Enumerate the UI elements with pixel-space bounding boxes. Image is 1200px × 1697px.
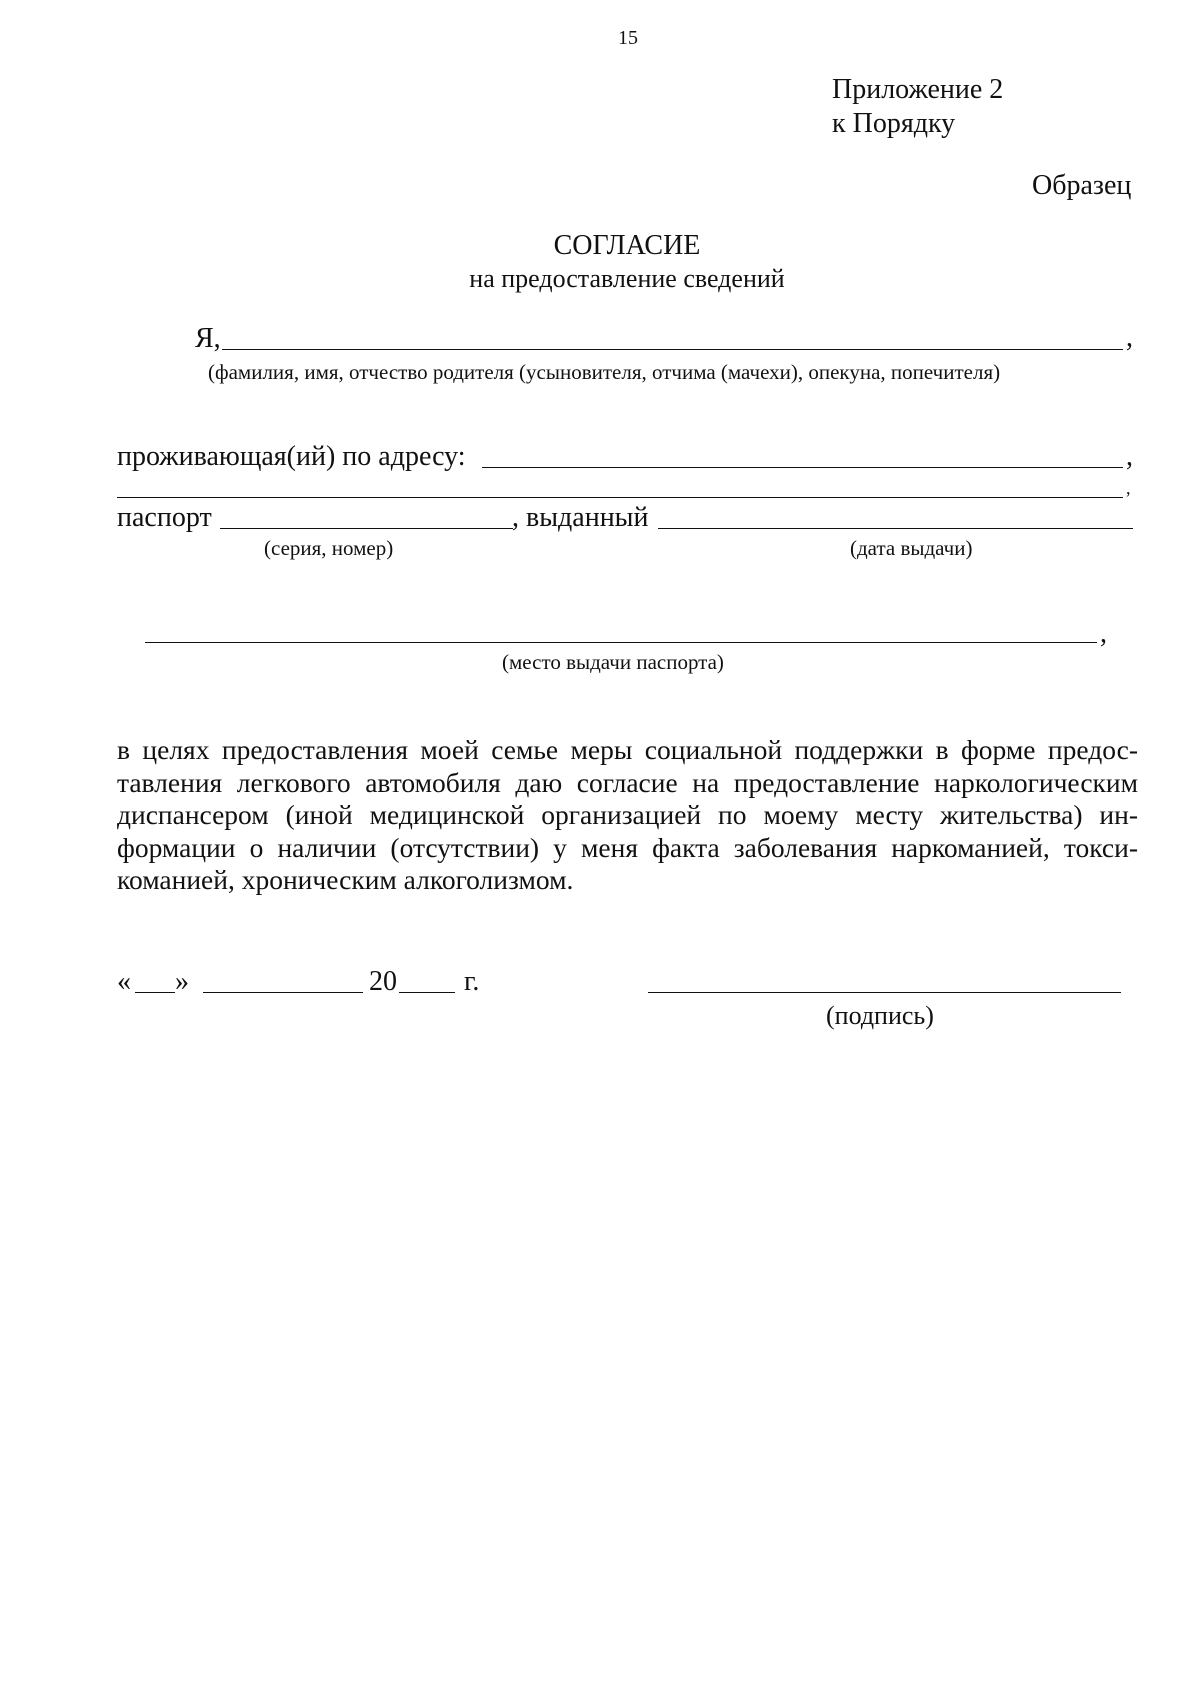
passport-issued-label: , выданный xyxy=(512,502,649,533)
place-caption: (место выдачи паспорта) xyxy=(502,650,724,674)
passport-series-caption: (серия, номер) xyxy=(264,536,394,560)
address-field[interactable] xyxy=(482,467,1123,468)
consent-line: команией, хроническим алкоголизмом. xyxy=(117,864,574,895)
name-caption: (фамилия, имя, отчество родителя (усыновителя, отчима (мачехи), опекуна, попечителя) xyxy=(208,360,1001,384)
sample-label: Образец xyxy=(1032,170,1132,201)
consent-line: формации о наличии (отсутствии) у меня факта заболевания наркоманией, токси- xyxy=(117,831,1138,863)
address-comma: , xyxy=(1126,441,1133,472)
name-comma: , xyxy=(1126,322,1133,353)
date-year-suffix: г. xyxy=(464,966,480,997)
name-prefix: Я, xyxy=(195,323,221,354)
consent-line: в целях предоставления моей семье меры социальной поддержки в форме предос- xyxy=(117,734,1138,765)
address-label: проживающая(ий) по адресу: xyxy=(117,441,466,472)
date-day-field[interactable] xyxy=(135,992,175,993)
document-subtitle: на предоставление сведений xyxy=(469,264,785,293)
passport-date-field[interactable] xyxy=(658,528,1133,529)
date-open-quote: « xyxy=(117,966,131,997)
date-month-field[interactable] xyxy=(203,992,363,993)
appendix-line-1: Приложение 2 xyxy=(832,74,1004,105)
document-title: СОГЛАСИЕ xyxy=(553,230,701,261)
passport-label: паспорт xyxy=(117,502,212,533)
passport-series-field[interactable] xyxy=(220,528,513,529)
address-comma-2: , xyxy=(1126,478,1131,498)
consent-line: диспансером (иной медицинской организацией по моему месту жительства) ин- xyxy=(117,799,1138,830)
consent-paragraph xyxy=(117,734,1138,897)
address-field-continued[interactable] xyxy=(117,497,1123,498)
place-comma: , xyxy=(1100,618,1107,649)
appendix-line-2: к Порядку xyxy=(832,108,956,139)
signature-caption: (подпись) xyxy=(826,1001,934,1030)
page-number: 15 xyxy=(618,27,638,49)
consent-line: тавления легкового автомобиля даю согласие на предоставление наркологическим xyxy=(117,766,1138,798)
date-year-field[interactable] xyxy=(399,992,455,993)
passport-date-caption: (дата выдачи) xyxy=(850,536,973,560)
signature-field[interactable] xyxy=(648,992,1121,993)
passport-place-field[interactable] xyxy=(145,642,1097,643)
date-close-quote: » xyxy=(175,966,189,997)
date-year-prefix: 20 xyxy=(369,966,397,997)
name-field[interactable] xyxy=(222,349,1123,350)
